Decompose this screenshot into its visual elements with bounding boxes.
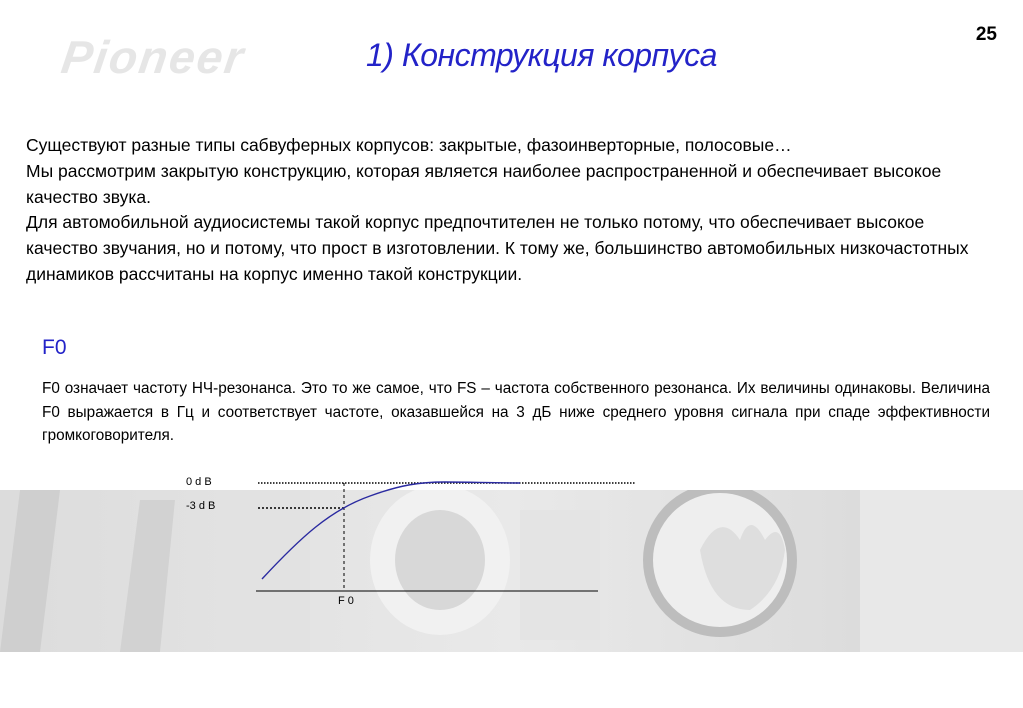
slide-title: 1) Конструкция корпуса xyxy=(366,37,717,73)
intro-paragraph-2: Мы рассмотрим закрытую конструкцию, которая является наиболее распространенной и обеспечивает высокое качество звука. xyxy=(26,160,942,207)
section-heading-f0: F0 xyxy=(42,336,67,359)
intro-paragraph-1: Существуют разные типы сабвуферных корпусов: закрытые, фазоинверторные, полосовые… xyxy=(26,135,792,155)
intro-paragraph-3: Для автомобильной аудиосистемы такой корпус предпочтителен не только потому, что обеспечивает высокое качество звучания, но и потому, что прост в изготовлении. К тому же, большинство автомобильных низкочастотных динамиков рассчитаны на корпус именно такой конструкции. xyxy=(26,212,969,284)
label-minus3db: -3 d B xyxy=(186,500,216,512)
pioneer-logo: Pioneer xyxy=(58,31,249,83)
intro-text xyxy=(26,133,986,288)
frequency-response-diagram xyxy=(170,470,650,610)
response-curve xyxy=(262,482,520,579)
page-number: 25 xyxy=(975,24,997,45)
f0-definition: F0 означает частоту НЧ-резонанса. Это то же самое, что FS – частота собственного резонанса. Их величины одинаковы. Величина F0 выражается в Гц и соответствует частоте, оказавшейся на 3 дБ ниже среднего уровня сигнала при спаде эффективности громкоговорителя. xyxy=(42,380,990,445)
label-f0: F 0 xyxy=(338,595,354,607)
label-0db: 0 d B xyxy=(186,476,212,488)
